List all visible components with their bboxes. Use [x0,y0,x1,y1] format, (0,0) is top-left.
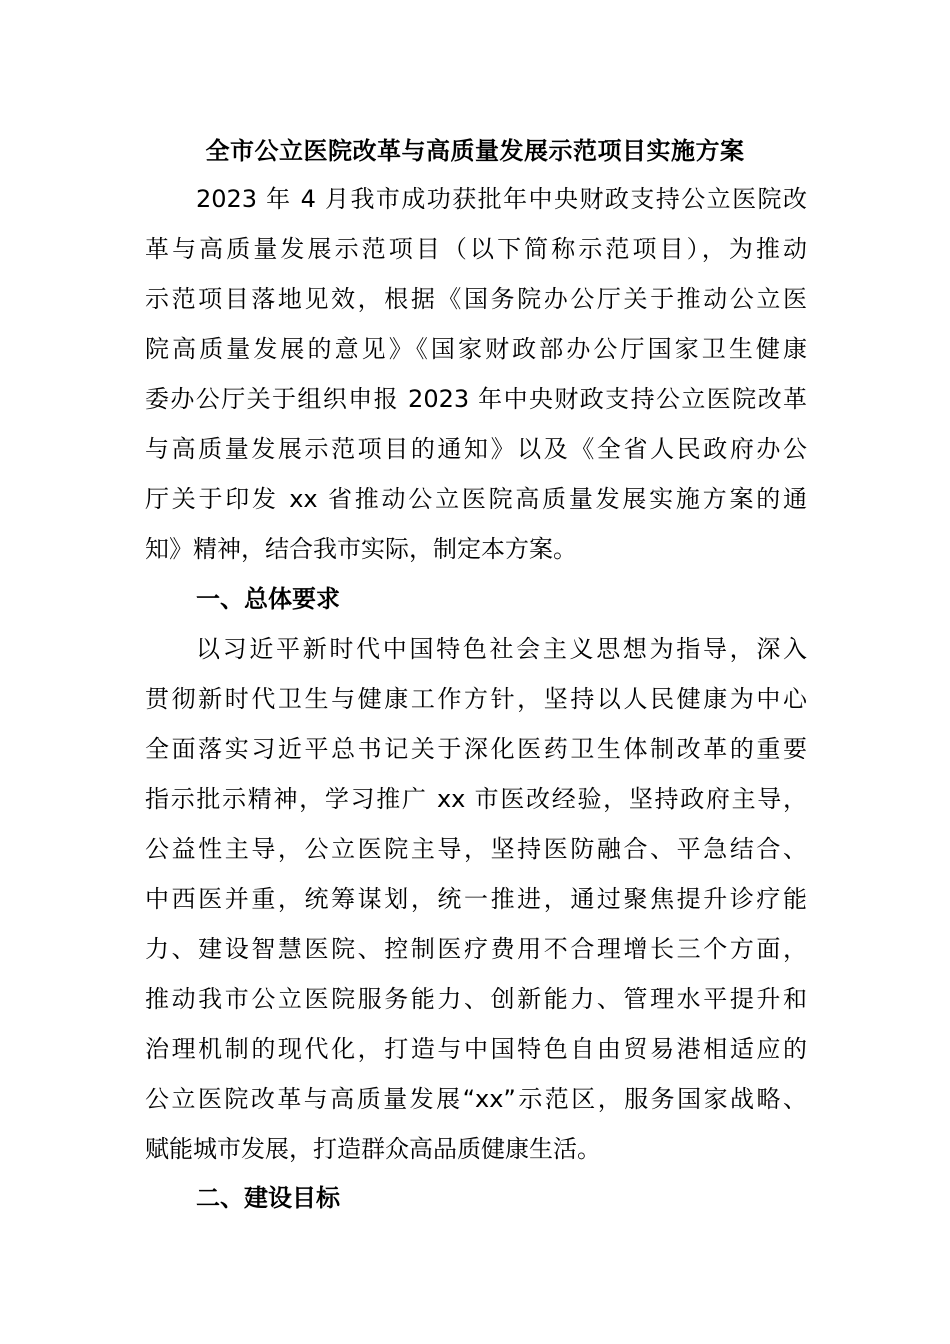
paragraph-line: 示范项目落地见效，根据《国务院办公厅关于推动公立医 [145,285,807,313]
paragraph-line: 革与高质量发展示范项目（以下简称示范项目），为推动 [145,235,807,263]
paragraph-line: 中西医并重，统筹谋划，统一推进，通过聚焦提升诊疗能 [145,885,807,913]
paragraph-line: 2023 年 4 月我市成功获批年中央财政支持公立医院改 [196,185,807,213]
paragraph-line: 贯彻新时代卫生与健康工作方针，坚持以人民健康为中心 [145,685,807,713]
paragraph-line: 赋能城市发展，打造群众高品质健康生活。 [145,1135,601,1163]
paragraph-line: 力、建设智慧医院、控制医疗费用不合理增长三个方面， [145,935,807,963]
section-heading-general-requirements: 一、总体要求 [196,585,340,613]
section-heading-construction-goals: 二、建设目标 [196,1184,340,1212]
paragraph-line: 全面落实习近平总书记关于深化医药卫生体制改革的重要 [145,735,807,763]
paragraph-line: 推动我市公立医院服务能力、创新能力、管理水平提升和 [145,985,807,1013]
paragraph-line: 公立医院改革与高质量发展“xx”示范区，服务国家战略、 [145,1085,807,1113]
paragraph-line: 与高质量发展示范项目的通知》以及《全省人民政府办公 [145,435,807,463]
paragraph-line: 厅关于印发 xx 省推动公立医院高质量发展实施方案的通 [145,485,807,513]
paragraph-line: 院高质量发展的意见》《国家财政部办公厅国家卫生健康 [145,335,807,363]
document-title: 全市公立医院改革与高质量发展示范项目实施方案 [205,137,745,165]
paragraph-line: 知》精神，结合我市实际，制定本方案。 [145,535,577,563]
paragraph-line: 指示批示精神，学习推广 xx 市医改经验，坚持政府主导， [145,785,807,813]
paragraph-line: 以习近平新时代中国特色社会主义思想为指导，深入 [196,635,807,663]
paragraph-line: 公益性主导，公立医院主导，坚持医防融合、平急结合、 [145,835,807,863]
paragraph-line: 委办公厅关于组织申报 2023 年中央财政支持公立医院改革 [145,385,807,413]
paragraph-line: 治理机制的现代化，打造与中国特色自由贸易港相适应的 [145,1035,807,1063]
